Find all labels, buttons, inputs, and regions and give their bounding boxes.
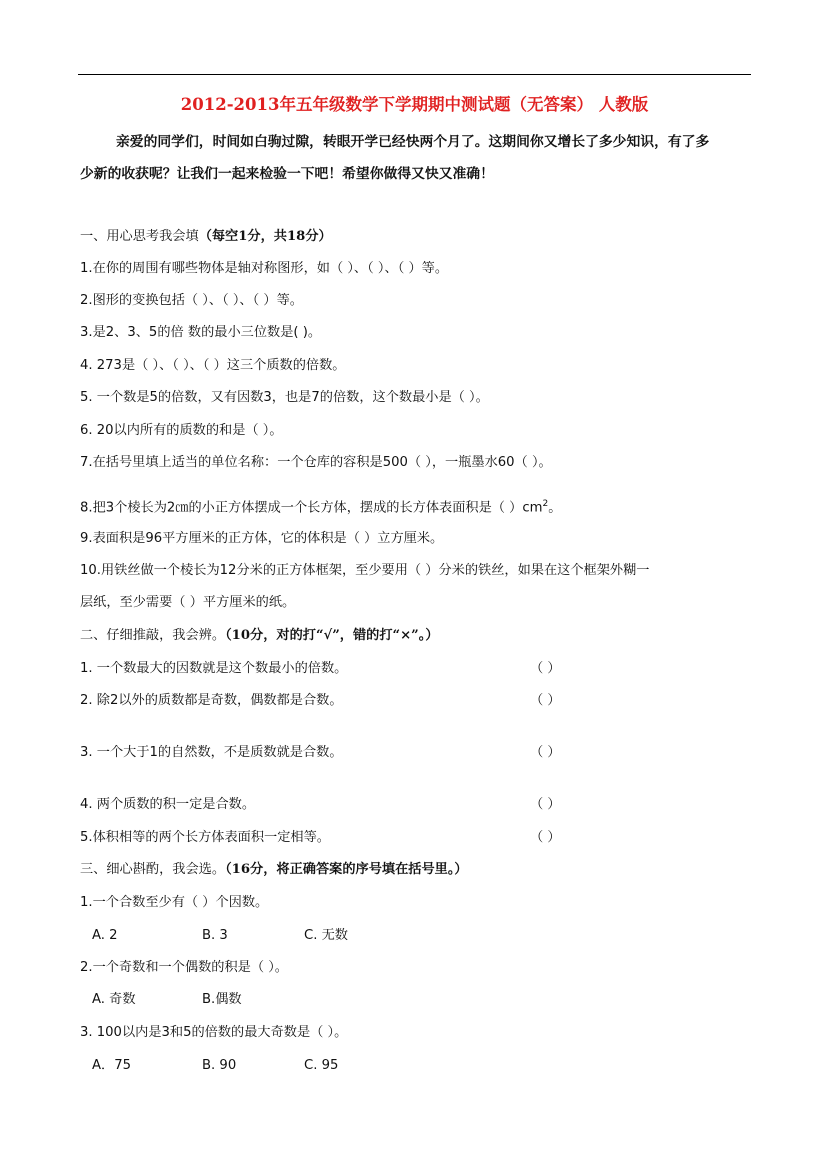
s2-answer-paren-4: （ ） [530, 797, 561, 812]
s1-question-7: 7.在括号里填上适当的单位名称：一个仓库的容积是500（ ），一瓶墨水60（ ）。 [80, 455, 552, 470]
s1-question-4: 4. 273是（ ）、（ ）、（ ）这三个质数的倍数。 [80, 358, 346, 373]
s2-answer-paren-3: （ ） [530, 745, 561, 760]
s1-question-10-line2: 层纸，至少需要（ ）平方厘米的纸。 [80, 595, 296, 610]
s2-statement-2: 2. 除2以外的质数都是奇数，偶数都是合数。 [80, 693, 343, 708]
s3-question-3-options [92, 1056, 338, 1076]
option-a: A．75 [92, 1058, 131, 1073]
intro-line-2: 少新的收获呢？让我们一起来检验一下吧！希望你做得又快又准确！ [80, 166, 494, 182]
page-title: 2012-2013年五年级数学下学期期中测试题（无答案） 人教版 [180, 95, 649, 114]
s2-answer-paren-1: （ ） [530, 661, 561, 676]
s1-question-10-line1: 10.用铁丝做一个棱长为12分米的正方体框架，至少要用（ ）分米的铁丝，如果在这个框架外糊一 [80, 563, 650, 578]
option-c: C. 95 [304, 1058, 339, 1073]
s2-answer-paren-5: （ ） [530, 830, 561, 845]
option-b: B.偶数 [202, 992, 242, 1007]
section1-heading: 一、用心思考我会填（每空1分，共18分） [80, 229, 332, 244]
s2-answer-paren-2: （ ） [530, 693, 561, 708]
option-a: A. 奇数 [92, 992, 136, 1007]
s1-question-8: 8.把3个棱长为2㎝的小正方体摆成一个长方体，摆成的长方体表面积是（ ）$cm^2$。 [80, 499, 562, 516]
header-rule [78, 74, 751, 75]
s3-question-1-options [92, 926, 348, 946]
s1-question-9: 9.表面积是96平方厘米的正方体，它的体积是（ ）立方厘米。 [80, 531, 444, 546]
s2-statement-1: 1. 一个数最大的因数就是这个数最小的倍数。 [80, 661, 348, 676]
s3-question-3: 3. 100以内是3和5的倍数的最大奇数是（ ）。 [80, 1025, 348, 1040]
s1-question-6: 6. 20以内所有的质数的和是（ ）。 [80, 423, 283, 438]
s2-statement-4: 4. 两个质数的积一定是合数。 [80, 797, 256, 812]
intro-paragraph [80, 126, 751, 190]
option-c: C. 无数 [304, 928, 348, 943]
section2-heading: 二、仔细推敲，我会辨。（10分，对的打“√”，错的打“×”。） [80, 628, 439, 643]
s3-question-1: 1.一个合数至少有（ ）个因数。 [80, 895, 269, 910]
s1-question-5: 5. 一个数是5的倍数，又有因数3，也是7的倍数，这个数最小是（ ）。 [80, 390, 489, 405]
option-a: A. 2 [92, 928, 118, 943]
s3-question-2: 2.一个奇数和一个偶数的积是（ ）。 [80, 960, 288, 975]
s2-statement-5: 5.体积相等的两个长方体表面积一定相等。 [80, 830, 330, 845]
option-b: B. 3 [202, 928, 228, 943]
s1-question-3: 3.是2、3、5的倍 数的最小三位数是( )。 [80, 325, 322, 340]
s3-question-2-options [92, 990, 242, 1010]
s1-question-2: 2.图形的变换包括（ ）、（ ）、（ ）等。 [80, 293, 303, 308]
s2-statement-3: 3. 一个大于1的自然数，不是质数就是合数。 [80, 745, 343, 760]
intro-line-1: 亲爱的同学们，时间如白驹过隙，转眼开学已经快两个月了。这期间你又增长了多少知识，有了多 [116, 134, 710, 150]
option-b: B. 90 [202, 1058, 237, 1073]
s1-question-1: 1.在你的周围有哪些物体是轴对称图形，如（ ）、（ ）、（ ）等。 [80, 261, 449, 276]
section3-heading: 三、细心斟酌，我会选。（16分，将正确答案的序号填在括号里。） [80, 862, 468, 877]
